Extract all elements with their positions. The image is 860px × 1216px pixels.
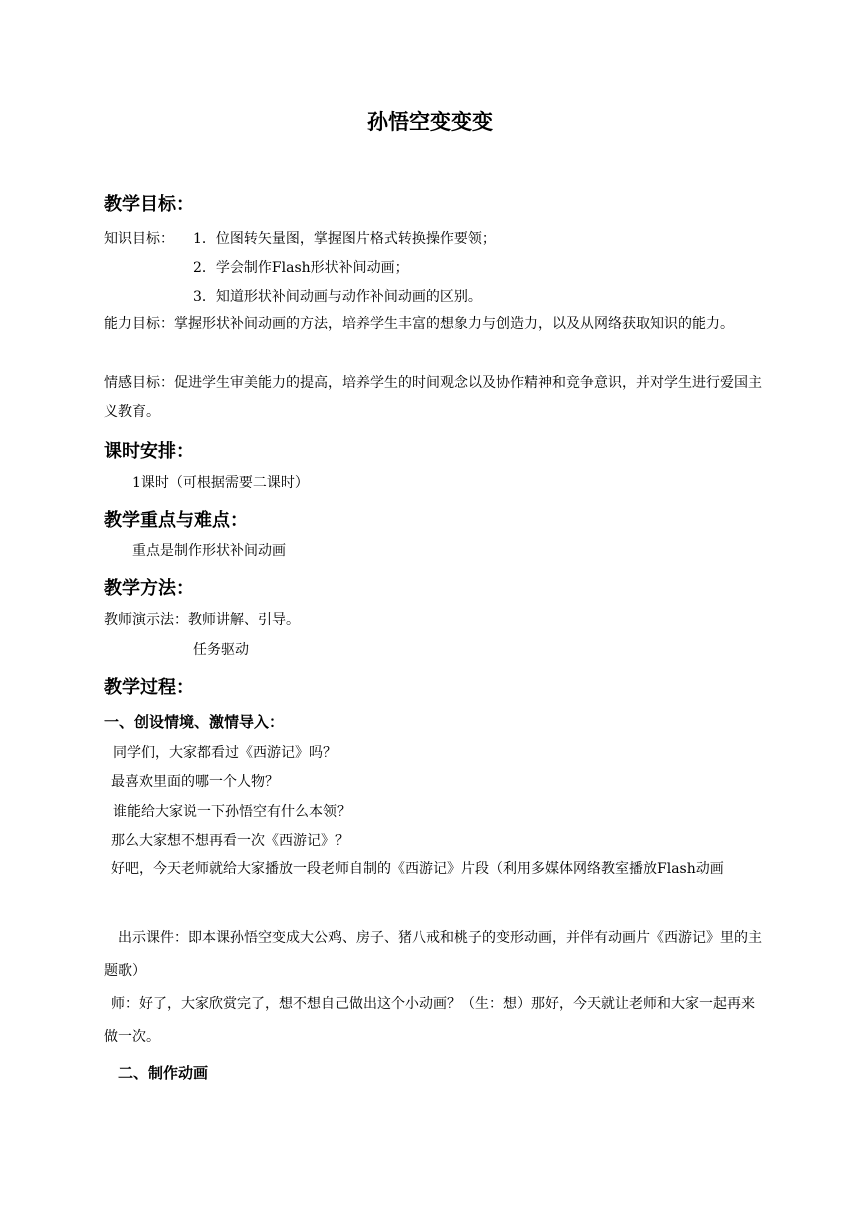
- knowledge-item-1: 1．位图转矢量图，掌握图片格式转换操作要领；: [193, 231, 496, 247]
- step1-line-4: 那么大家想不想再看一次《西游记》？: [111, 833, 349, 849]
- emotion-objective: 情感目标：促进学生审美能力的提高，培养学生的时间观念以及协作精神和竞争意识，并对学生进行爱国主义教育。: [104, 375, 762, 420]
- keypoints-heading: 教学重点与难点：: [104, 510, 248, 531]
- step2-heading: 二、制作动画: [118, 1064, 209, 1082]
- knowledge-label: 知识目标：: [104, 231, 174, 247]
- knowledge-item-3: 3．知道形状补间动画与动作补间动画的区别。: [193, 289, 482, 305]
- knowledge-item-2: 2．学会制作Flash形状补间动画；: [193, 260, 409, 276]
- document-title: 孙悟空变变变: [367, 110, 493, 134]
- schedule-heading: 课时安排：: [104, 441, 194, 462]
- objectives-heading: 教学目标：: [104, 194, 194, 215]
- step1-paragraph-3: 师：好了，大家欣赏完了，想不想自己做出这个小动画？（生：想）那好，今天就让老师和大家一起再来做一次。: [104, 996, 755, 1045]
- step1-line-3: 谁能给大家说一下孙悟空有什么本领？: [113, 804, 351, 820]
- step1-line-1: 同学们，大家都看过《西游记》吗？: [113, 745, 337, 761]
- methods-line-2: 任务驱动: [193, 642, 249, 658]
- step1-paragraph-1: 好吧，今天老师就给大家播放一段老师自制的《西游记》片段（利用多媒体网络教室播放Flash动画: [111, 861, 724, 877]
- process-heading: 教学过程：: [104, 677, 194, 698]
- methods-line-1: 教师演示法：教师讲解、引导。: [104, 612, 300, 628]
- keypoints-text: 重点是制作形状补间动画: [132, 543, 286, 559]
- methods-heading: 教学方法：: [104, 578, 194, 599]
- schedule-text: 1课时（可根据需要二课时）: [132, 475, 309, 491]
- step1-heading: 一、创设情境、激情导入：: [104, 713, 285, 731]
- ability-objective: 能力目标：掌握形状补间动画的方法，培养学生丰富的想象力与创造力，以及从网络获取知识的能力。: [104, 316, 734, 332]
- step1-paragraph-2: 出示课件：即本课孙悟空变成大公鸡、房子、猪八戒和桃子的变形动画，并伴有动画片《西游记》里的主题歌）: [104, 930, 762, 979]
- step1-line-2: 最喜欢里面的哪一个人物？: [111, 774, 279, 790]
